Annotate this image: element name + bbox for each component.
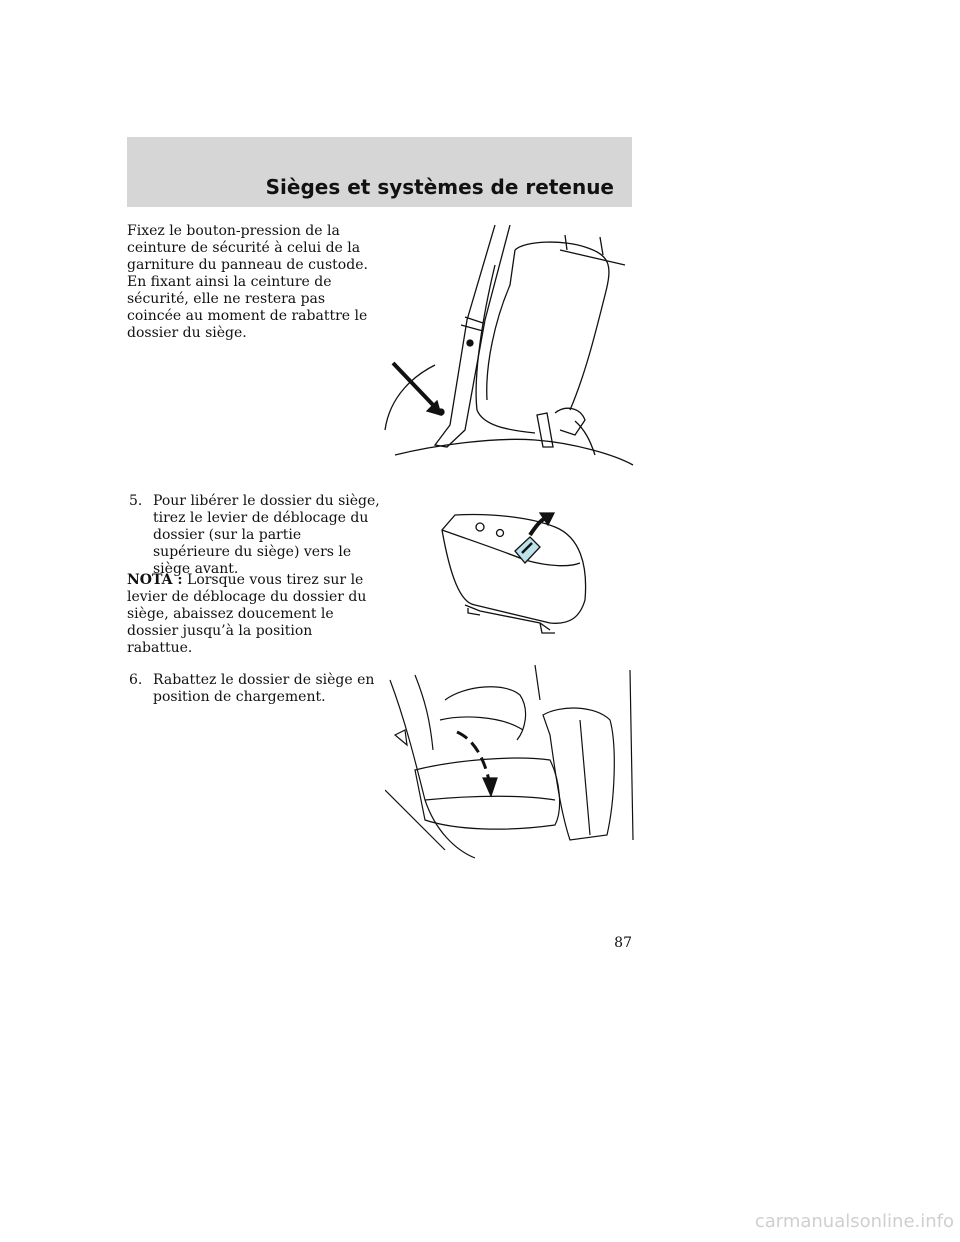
step-5-text: Pour libérer le dossier du siège, tirez le levier de déblocage du dossier (sur la partie supérieure du siège) vers le siège avant.: [153, 493, 380, 577]
note-paragraph: [127, 572, 379, 657]
step-5: [129, 493, 381, 578]
note-label: NOTA :: [127, 572, 183, 588]
note-text: Lorsque vous tirez sur le levier de déblocage du dossier du siège, abaissez doucement le dossier jusqu’à la position rabattue.: [127, 572, 367, 656]
step-5-number: 5.: [129, 493, 143, 509]
step-6: [129, 672, 381, 706]
step-6-text: Rabattez le dossier de siège en position de chargement.: [153, 672, 375, 705]
section-title: Sièges et systèmes de retenue: [265, 175, 614, 199]
paragraph-seatbelt-snap: Fixez le bouton-pression de la ceinture de sécurité à celui de la garniture du panneau de custode. En fixant ainsi la ceinture de sécurité, elle ne restera pas coincée au moment de rabattre le dossier du siège.: [127, 223, 368, 341]
folded-seat-cargo-position-illustration: [385, 660, 640, 860]
seatback-release-lever-illustration: [430, 505, 595, 640]
watermark: carmanualsonline.info: [754, 1211, 954, 1232]
section-header: [127, 137, 632, 207]
page-number: 87: [614, 935, 632, 951]
seatbelt-snap-illustration: [375, 225, 635, 470]
step-6-number: 6.: [129, 672, 143, 688]
